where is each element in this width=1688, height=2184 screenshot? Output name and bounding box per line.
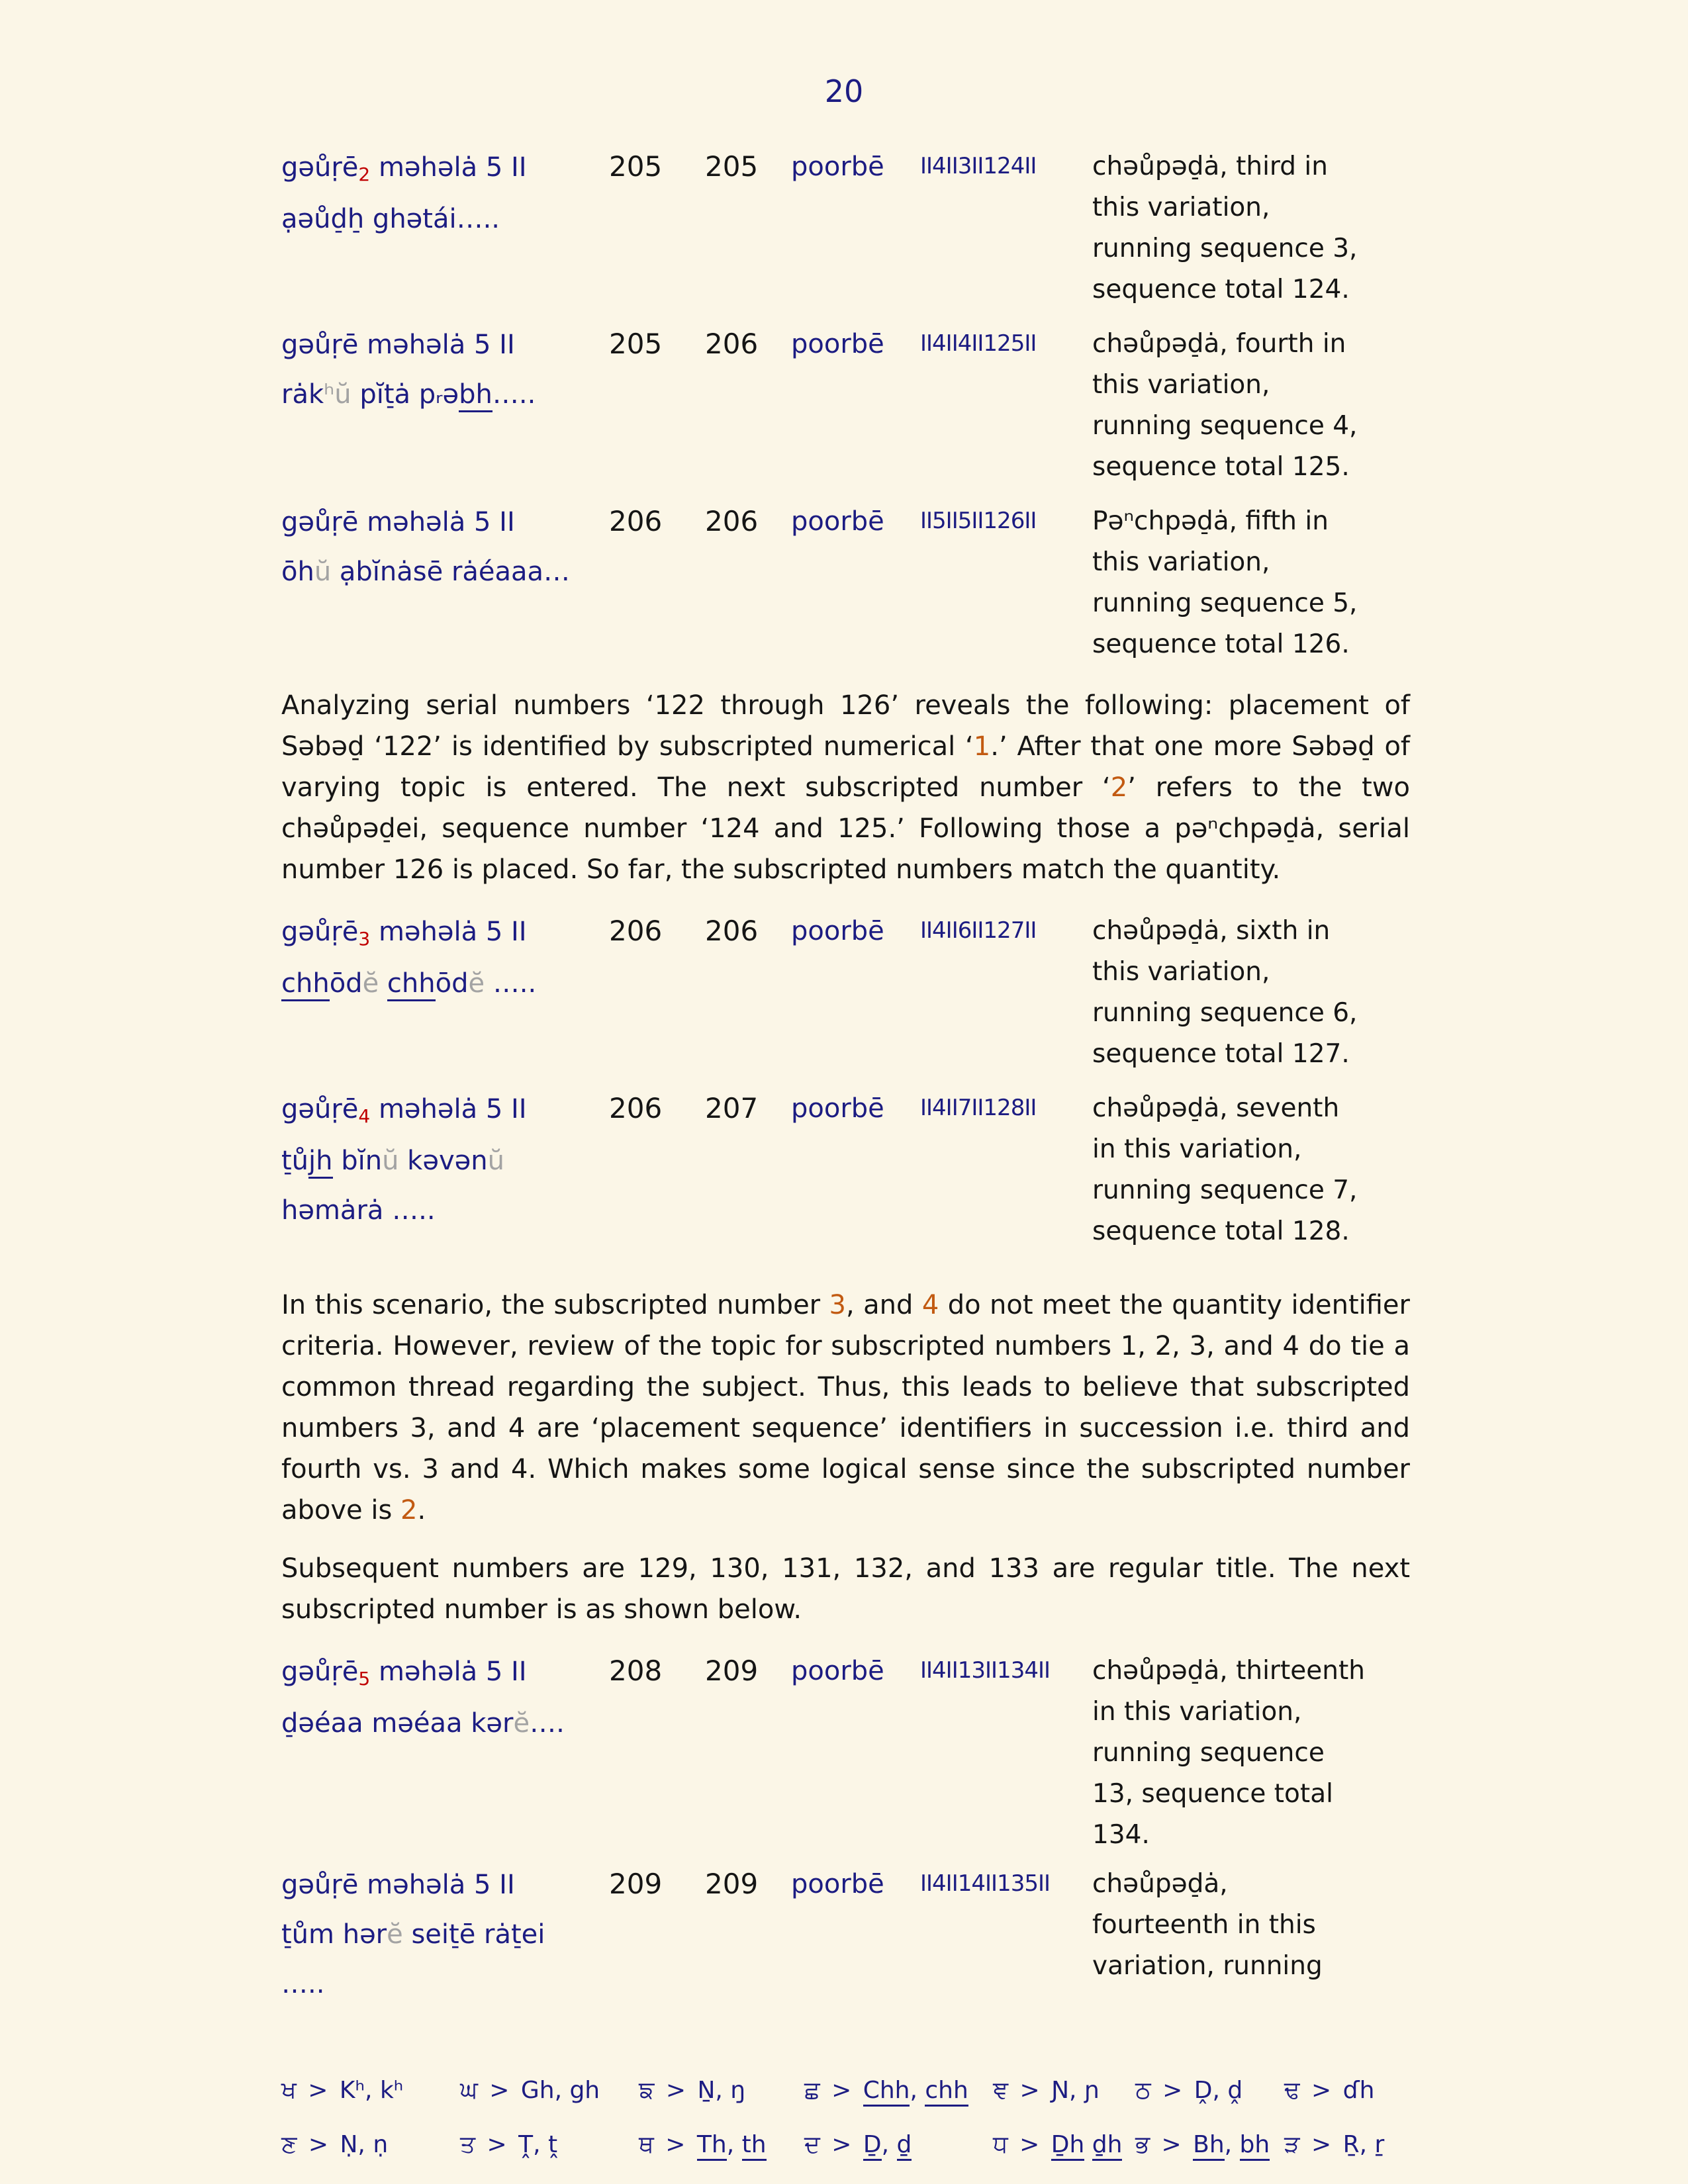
legend-item bbox=[639, 2064, 804, 2118]
legend-separator: > bbox=[1303, 2131, 1339, 2158]
entry-serial-number: II4II6II127II bbox=[920, 917, 1037, 944]
entry-title bbox=[281, 907, 609, 1009]
legend-separator: > bbox=[1011, 2131, 1047, 2158]
entry-description: chəůpəd̠ȧ, fourteenth in this variation, running bbox=[1092, 1869, 1323, 1981]
analysis-paragraph: Subsequent numbers are 129, 130, 131, 132, and 133 are regular title. The next subscripted number is as shown below. bbox=[281, 1553, 1410, 1625]
entry-ang-left: 209 bbox=[609, 1868, 663, 1900]
gurmukhi-letter: ਤ bbox=[460, 2131, 476, 2158]
legend-separator: > bbox=[657, 2131, 693, 2158]
entry-ang-right: 206 bbox=[705, 505, 759, 537]
legend-separator: > bbox=[1012, 2077, 1048, 2104]
entry-description: chəůpəd̠ȧ, seventh in this variation, running sequence 7, sequence total 128. bbox=[1092, 1093, 1358, 1246]
gurmukhi-letter: ਖ bbox=[281, 2077, 297, 2104]
legend-separator: > bbox=[481, 2077, 517, 2104]
entry-ang-right: 205 bbox=[705, 150, 759, 183]
legend-separator: > bbox=[300, 2077, 336, 2104]
title-line: rȧkʰŭ pĭt̠ȧ pᵣəbh….. bbox=[281, 370, 609, 420]
gurmukhi-letter: ਧ bbox=[993, 2131, 1008, 2158]
title-line: gəůṛē2 məhəlȧ 5 II bbox=[281, 152, 527, 185]
title-line: gəůṛē3 məhəlȧ 5 II bbox=[281, 917, 527, 950]
entry-title bbox=[281, 1860, 609, 2009]
gurmukhi-letter: ੜ bbox=[1284, 2131, 1300, 2158]
legend-mapping: Bh, bh bbox=[1193, 2131, 1270, 2161]
gurmukhi-letter: ਭ bbox=[1135, 2131, 1150, 2158]
legend-mapping: Ṱ, ṱ bbox=[518, 2131, 558, 2158]
entry-description: chəůpəd̠ȧ, third in this variation, running sequence 3, sequence total 124. bbox=[1092, 152, 1358, 304]
entry-serial-number: II4II7II128II bbox=[920, 1095, 1037, 1121]
title-line: gəůṛē məhəlȧ 5 II bbox=[281, 1870, 515, 1900]
legend-item bbox=[804, 2118, 993, 2172]
entry-ang-right: 206 bbox=[705, 915, 759, 947]
legend-item bbox=[1135, 2064, 1284, 2118]
legend-row bbox=[281, 2064, 1410, 2118]
entry-row bbox=[281, 143, 1410, 320]
gurmukhi-letter: ਞ bbox=[993, 2077, 1009, 2104]
title-line: ….. bbox=[281, 1969, 325, 1999]
gurmukhi-letter: ਣ bbox=[281, 2131, 297, 2158]
transliteration-legend bbox=[281, 2064, 1410, 2172]
legend-separator: > bbox=[301, 2131, 336, 2158]
title-line: d̠əéaa məéaa kərĕ…. bbox=[281, 1708, 565, 1739]
entry-title bbox=[281, 1647, 609, 1749]
entry-section-label: poorbē bbox=[791, 152, 884, 182]
gurmukhi-letter: ਙ bbox=[639, 2077, 655, 2104]
title-line: t̠ům hərĕ seit̠ē rȧt̠ei bbox=[281, 1919, 545, 1950]
legend-mapping: Gh, gh bbox=[520, 2077, 600, 2104]
entry-row bbox=[281, 1647, 1410, 1860]
entry-ang-right: 209 bbox=[705, 1868, 759, 1900]
entry-ang-left: 206 bbox=[609, 1092, 663, 1124]
gurmukhi-letter: ਢ bbox=[1284, 2077, 1300, 2104]
title-line: gəůṛē məhəlȧ 5 II bbox=[281, 330, 515, 360]
legend-separator: > bbox=[823, 2077, 859, 2104]
page-content bbox=[0, 110, 1688, 2172]
analysis-paragraph: In this scenario, the subscripted number 3, and 4 do not meet the quantity identifier criteria. However, review of the topic for subscripted numbers 1, 2, 3, and 4 do tie a common thread regarding the subject. Thus, this leads to believe that subscripted numbers 3, and 4 are ‘placement sequence’ identifiers in succession i.e. third and fourth vs. 3 and 4. Which makes some logical sense since the subscripted number above is 2. bbox=[281, 1290, 1410, 1525]
gurmukhi-letter: ਥ bbox=[639, 2131, 654, 2158]
legend-mapping: Chh, chh bbox=[863, 2077, 968, 2107]
legend-row bbox=[281, 2118, 1410, 2172]
entry-ang-left: 205 bbox=[609, 328, 663, 360]
entry-description: Pəⁿchpəd̠ȧ, fifth in this variation, running sequence 5, sequence total 126. bbox=[1092, 506, 1358, 659]
legend-item bbox=[1135, 2118, 1284, 2172]
entry-serial-number: II4II4II125II bbox=[920, 330, 1037, 357]
entry-title bbox=[281, 320, 609, 420]
entry-description: chəůpəd̠ȧ, fourth in this variation, running sequence 4, sequence total 125. bbox=[1092, 329, 1358, 482]
entry-serial-number: II4II14II135II bbox=[920, 1870, 1051, 1897]
legend-separator: > bbox=[1154, 2077, 1190, 2104]
legend-item bbox=[804, 2064, 993, 2118]
entry-title bbox=[281, 1085, 609, 1236]
gurmukhi-letter: ਠ bbox=[1135, 2077, 1151, 2104]
entry-row bbox=[281, 320, 1410, 498]
legend-item bbox=[1284, 2118, 1410, 2172]
page-number: 20 bbox=[824, 73, 864, 109]
entry-section-label: poorbē bbox=[791, 1869, 884, 1899]
legend-mapping: Th, th bbox=[697, 2131, 767, 2161]
entry-ang-right: 206 bbox=[705, 328, 759, 360]
title-line: t̠ůjh bĭnŭ kəvənŭ bbox=[281, 1136, 609, 1186]
legend-separator: > bbox=[1303, 2077, 1339, 2104]
title-line: gəůṛē4 məhəlȧ 5 II bbox=[281, 1094, 527, 1127]
legend-separator: > bbox=[1154, 2131, 1190, 2158]
entry-serial-number: II4II13II134II bbox=[920, 1657, 1051, 1684]
entry-ang-left: 208 bbox=[609, 1655, 663, 1687]
entry-ang-left: 206 bbox=[609, 505, 663, 537]
legend-item bbox=[639, 2118, 804, 2172]
entry-section-label: poorbē bbox=[791, 329, 884, 359]
legend-mapping: ɗh bbox=[1342, 2077, 1375, 2104]
entry-row bbox=[281, 1085, 1410, 1265]
gurmukhi-letter: ਛ bbox=[804, 2077, 820, 2104]
title-line: gəůṛē5 məhəlȧ 5 II bbox=[281, 1657, 527, 1690]
legend-mapping: Kʰ, kʰ bbox=[339, 2077, 404, 2104]
legend-mapping: Ṉ, ŋ bbox=[697, 2077, 746, 2104]
legend-separator: > bbox=[479, 2131, 515, 2158]
entry-row bbox=[281, 1860, 1410, 2009]
entry-ang-right: 207 bbox=[705, 1092, 759, 1124]
title-line: ōhŭ ạbĭnȧsē rȧéaaa… bbox=[281, 557, 571, 587]
legend-mapping: Ḏh ḏh bbox=[1051, 2131, 1123, 2161]
entry-row bbox=[281, 907, 1410, 1085]
legend-mapping: Ḏ, ḏ bbox=[863, 2131, 912, 2161]
entry-serial-number: II4II3II124II bbox=[920, 153, 1037, 179]
legend-separator: > bbox=[658, 2077, 694, 2104]
title-line: gəůṛē məhəlȧ 5 II bbox=[281, 507, 515, 537]
entry-serial-number: II5II5II126II bbox=[920, 508, 1037, 534]
legend-item bbox=[460, 2118, 639, 2172]
legend-item bbox=[281, 2064, 460, 2118]
title-line: chhōdĕ chhōdĕ ….. bbox=[281, 959, 609, 1009]
entry-row bbox=[281, 498, 1410, 665]
analysis-paragraph: Analyzing serial numbers ‘122 through 126’ reveals the following: placement of Səbəd̠ ‘122’ is identified by subscripted numerical ‘1.’ After that one more Səbəd̠ of varying topic is entered. The next subscripted number ‘2’ refers to the two chəůpəd̠ei, sequence number ‘124 and 125.’ Following those a pəⁿchpəd̠ȧ, serial number 126 is placed. So far, the subscripted numbers match the quantity. bbox=[281, 690, 1411, 885]
entry-ang-left: 205 bbox=[609, 150, 663, 183]
legend-item bbox=[993, 2118, 1135, 2172]
legend-item bbox=[460, 2064, 639, 2118]
gurmukhi-letter: ਘ bbox=[460, 2077, 478, 2104]
entry-section-label: poorbē bbox=[791, 1093, 884, 1124]
legend-mapping: Ṇ, ṇ bbox=[340, 2131, 389, 2158]
legend-mapping: Ḓ, ḓ bbox=[1194, 2077, 1243, 2104]
legend-mapping: Ɲ, ɲ bbox=[1051, 2077, 1100, 2104]
legend-item bbox=[1284, 2064, 1410, 2118]
entry-section-label: poorbē bbox=[791, 916, 884, 946]
entry-description: chəůpəd̠ȧ, thirteenth in this variation, running sequence 13, sequence total 134. bbox=[1092, 1656, 1365, 1850]
entry-title bbox=[281, 498, 609, 597]
legend-separator: > bbox=[823, 2131, 859, 2158]
legend-mapping: Ṟ, ṟ bbox=[1342, 2131, 1385, 2158]
title-line: ạəůd̠h̠ ghətái….. bbox=[281, 204, 500, 234]
legend-item bbox=[993, 2064, 1135, 2118]
entry-ang-right: 209 bbox=[705, 1655, 759, 1687]
gurmukhi-letter: ਦ bbox=[804, 2131, 820, 2158]
entry-ang-left: 206 bbox=[609, 915, 663, 947]
legend-item bbox=[281, 2118, 460, 2172]
entry-description: chəůpəd̠ȧ, sixth in this variation, running sequence 6, sequence total 127. bbox=[1092, 916, 1358, 1069]
title-line: həmȧrȧ ….. bbox=[281, 1195, 436, 1226]
entry-title bbox=[281, 143, 609, 244]
entry-section-label: poorbē bbox=[791, 1656, 884, 1686]
entry-section-label: poorbē bbox=[791, 506, 884, 537]
